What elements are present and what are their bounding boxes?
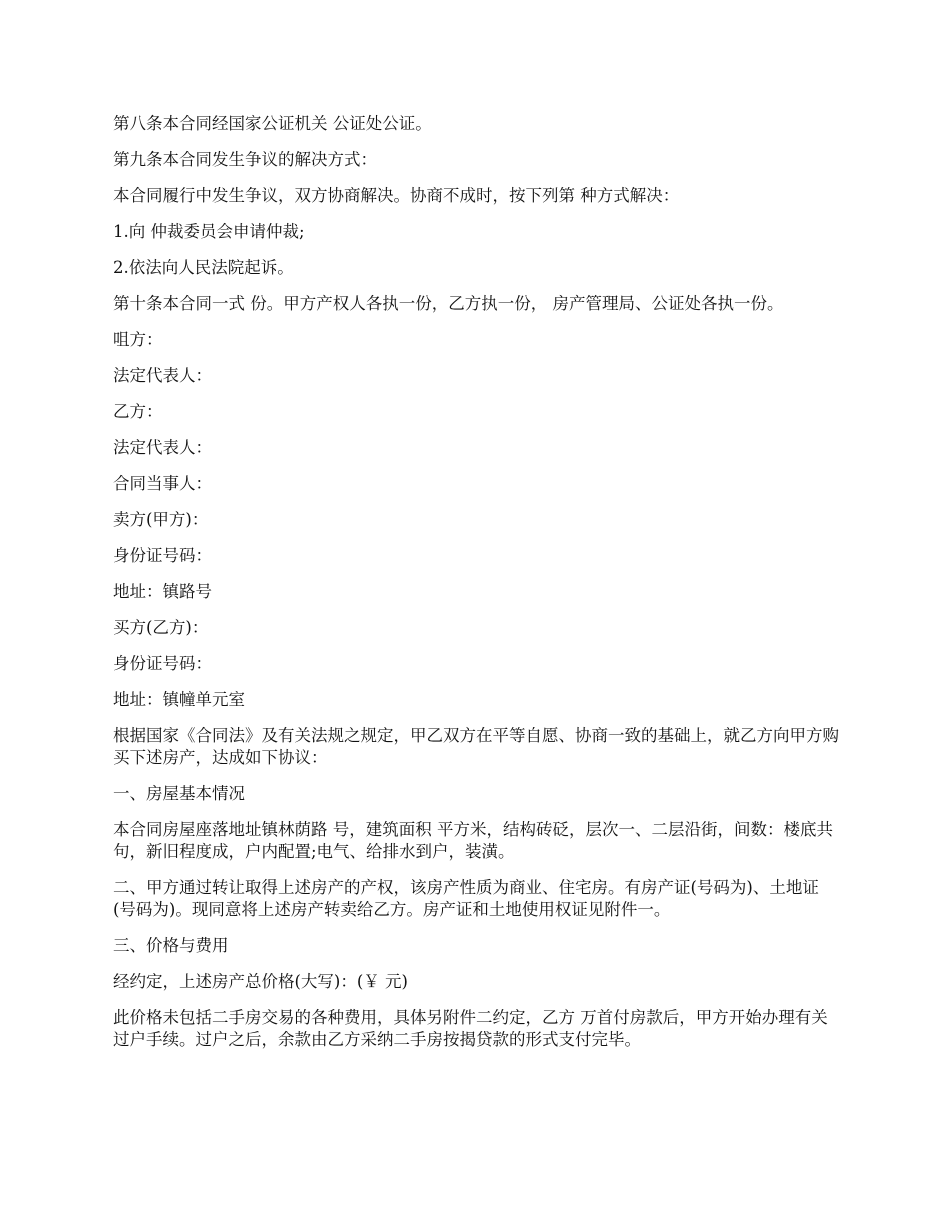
clause-9-dispute-title: 第九条本合同发生争议的解决方式：	[113, 150, 377, 169]
seller-address: 地址：镇路号	[113, 582, 212, 601]
buyer-label: 买方(乙方)：	[113, 618, 209, 637]
buyer-address: 地址：镇幢单元室	[113, 690, 245, 709]
section-1-house-details: 本合同房屋座落地址镇林荫路 号，建筑面积 平方米，结构砖砭，层次一、二层沿街，间数：楼底共句，新旧程度成，户内配置;电气、给排水到户，装潢。	[113, 820, 833, 861]
agreement-preamble: 根据国家《合同法》及有关法规之规定，甲乙双方在平等自愿、协商一致的基础上，就乙方向甲方购买下述房产，达成如下协议：	[113, 726, 839, 767]
payment-terms: 此价格未包括二手房交易的各种费用，具体另附件二约定，乙方 万首付房款后，甲方开始办理有关过户手续。过户之后，余款由乙方采纳二手房按揭贷款的形式支付完毕。	[113, 1008, 828, 1049]
party-a-representative: 法定代表人：	[113, 366, 212, 385]
document-body	[113, 113, 840, 1065]
clause-9-dispute-text: 本合同履行中发生争议，双方协商解决。协商不成时，按下列第 种方式解决：	[113, 186, 680, 205]
clause-10-copies: 第十条本合同一式 份。甲方产权人各执一份，乙方执一份， 房产管理局、公证处各执一份。	[113, 294, 784, 313]
dispute-option-1: 1.向 仲裁委员会申请仲裁;	[113, 222, 305, 241]
seller-label: 卖方(甲方)：	[113, 510, 209, 529]
buyer-id-number: 身份证号码：	[113, 654, 212, 673]
party-b-label: 乙方：	[113, 402, 163, 421]
total-price: 经约定，上述房产总价格(大写)：(￥ 元)	[113, 972, 408, 991]
party-b-representative: 法定代表人：	[113, 438, 212, 457]
section-2-property-rights: 二、甲方通过转让取得上述房产的产权，该房产性质为商业、住宅房。有房产证(号码为)、土地证(号码为)。现同意将上述房产转卖给乙方。房产证和土地使用权证见附件一。	[113, 878, 819, 919]
clause-8-notarization: 第八条本合同经国家公证机关 公证处公证。	[113, 114, 432, 133]
section-1-heading: 一、房屋基本情况	[113, 784, 245, 803]
section-3-heading: 三、价格与费用	[113, 936, 229, 955]
seller-id-number: 身份证号码：	[113, 546, 212, 565]
contract-parties-heading: 合同当事人：	[113, 474, 212, 493]
dispute-option-2: 2.依法向人民法院起诉。	[113, 258, 294, 277]
party-a-label: 咀方：	[113, 330, 163, 349]
